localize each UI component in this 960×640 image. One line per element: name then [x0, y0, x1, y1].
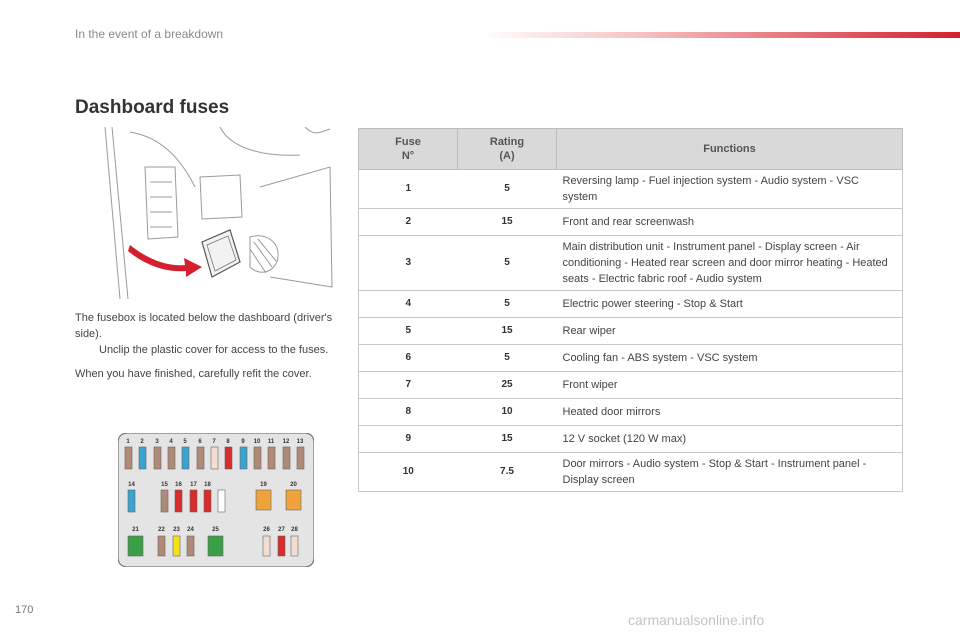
rating-header — [458, 129, 557, 170]
watermark: carmanualsonline.info — [628, 612, 765, 628]
functions-cell: Reversing lamp - Fuel injection system - Audio system - VSC system — [557, 170, 903, 209]
rating-cell: 5 — [458, 345, 557, 372]
fuse-slot — [211, 447, 218, 469]
fuse-number-cell: 1 — [359, 170, 458, 209]
fuse-slot-label: 9 — [241, 439, 245, 445]
table-row — [359, 318, 903, 345]
fuse-header-line2: N° — [401, 150, 415, 162]
bullet-mark — [75, 342, 99, 358]
fuse-slot — [175, 490, 182, 512]
fuse-slot-label: 19 — [260, 482, 267, 488]
fuse-number-cell: 2 — [359, 209, 458, 236]
fuse-slot — [225, 447, 232, 469]
instruction-text: Unclip the plastic cover for access to the fuses. — [99, 344, 329, 356]
fuse-slot — [168, 447, 175, 469]
fuse-slot-label: 28 — [291, 527, 298, 533]
table-row — [359, 209, 903, 236]
fuse-slot-label: 17 — [190, 482, 197, 488]
rating-cell: 7.5 — [458, 453, 557, 492]
refit-text: When you have finished, carefully refit the cover. — [75, 368, 312, 380]
fuse-number-header — [359, 129, 458, 170]
table-row — [359, 453, 903, 492]
table-row — [359, 170, 903, 209]
fuse-slot-label: 1 — [126, 439, 130, 445]
fuse-slot — [286, 490, 301, 510]
section-header: In the event of a breakdown — [75, 27, 224, 41]
fuse-slot-label: 5 — [183, 439, 187, 445]
fuse-number-cell: 5 — [359, 318, 458, 345]
fuse-slot — [283, 447, 290, 469]
fuse-slot — [256, 490, 271, 510]
table-row — [359, 426, 903, 453]
fuse-slot-label: 10 — [253, 439, 261, 445]
location-text: The fusebox is located below the dashboard (driver's side). — [75, 312, 333, 340]
dashboard-illustration — [100, 127, 336, 299]
fuse-slot-label: 8 — [226, 439, 230, 445]
functions-cell: Main distribution unit - Instrument panel - Display screen - Air conditioning - Heated rear screen and door mirror heating - Heated seats - Electric fabric roof - Audio system — [557, 236, 903, 291]
fusebox-diagram — [118, 433, 314, 567]
fuse-slot — [173, 536, 180, 556]
fuse-slot-label: 3 — [155, 439, 159, 445]
page-number: 170 — [15, 604, 34, 616]
fuse-slot — [128, 490, 135, 512]
rating-cell: 25 — [458, 372, 557, 399]
fuse-number-cell: 9 — [359, 426, 458, 453]
fuse-slot-label: 15 — [161, 482, 168, 488]
rating-cell: 15 — [458, 318, 557, 345]
fuse-slot — [291, 536, 298, 556]
fuse-slot — [297, 447, 304, 469]
fuse-slot-label: 26 — [263, 527, 270, 533]
functions-cell: Electric power steering - Stop & Start — [557, 291, 903, 318]
fuse-slot-label: 14 — [128, 482, 135, 488]
fuse-slot-label: 7 — [212, 439, 216, 445]
rating-cell: 5 — [458, 236, 557, 291]
fuse-slot-label: 11 — [267, 439, 275, 445]
fuse-slot — [208, 536, 223, 556]
fuse-slot — [190, 490, 197, 512]
fuse-table-body — [359, 170, 903, 492]
page-title: Dashboard fuses — [75, 97, 230, 118]
header-accent-bar — [480, 32, 960, 38]
fuse-slot — [154, 447, 161, 469]
fuse-slot-label: 24 — [187, 527, 194, 533]
fuse-slot — [204, 490, 211, 512]
fuse-slot-label: 18 — [204, 482, 211, 488]
functions-cell: Rear wiper — [557, 318, 903, 345]
fuse-number-cell: 7 — [359, 372, 458, 399]
functions-cell: Door mirrors - Audio system - Stop & Start - Instrument panel - Display screen — [557, 453, 903, 492]
table-row — [359, 372, 903, 399]
fuse-slot — [187, 536, 194, 556]
functions-cell: Front and rear screenwash — [557, 209, 903, 236]
fuse-slot-label: 13 — [296, 439, 304, 445]
table-row — [359, 399, 903, 426]
intro-text — [75, 310, 333, 382]
fuse-slot-label: 25 — [212, 527, 219, 533]
fuse-slot-label: 21 — [132, 527, 139, 533]
rating-header-line1: Rating — [489, 136, 525, 148]
fuse-slot-label: 12 — [282, 439, 290, 445]
functions-cell: Cooling fan - ABS system - VSC system — [557, 345, 903, 372]
functions-cell: 12 V socket (120 W max) — [557, 426, 903, 453]
functions-cell: Heated door mirrors — [557, 399, 903, 426]
table-row — [359, 236, 903, 291]
rating-cell: 10 — [458, 399, 557, 426]
rating-header-line2: (A) — [499, 150, 515, 162]
table-row — [359, 291, 903, 318]
table-header-row — [359, 129, 903, 170]
fuse-slot-label: 4 — [169, 439, 173, 445]
fuse-slot-label: 23 — [173, 527, 180, 533]
fuse-slot-label: 6 — [198, 439, 202, 445]
fuse-slot — [158, 536, 165, 556]
fuse-table — [358, 128, 903, 492]
table-row — [359, 345, 903, 372]
rating-cell: 15 — [458, 209, 557, 236]
fuse-slot — [240, 447, 247, 469]
fuse-slot — [182, 447, 189, 469]
fuse-slot — [125, 447, 132, 469]
fuse-slot-label: 27 — [278, 527, 285, 533]
rating-cell: 5 — [458, 170, 557, 209]
fuse-slot — [268, 447, 275, 469]
fuse-slot — [139, 447, 146, 469]
fuse-slot-label: 16 — [175, 482, 182, 488]
fuse-number-cell: 8 — [359, 399, 458, 426]
fuse-slot — [197, 447, 204, 469]
instruction-step — [75, 342, 333, 358]
functions-cell: Front wiper — [557, 372, 903, 399]
fuse-number-cell: 4 — [359, 291, 458, 318]
fuse-slot-label: 20 — [290, 482, 297, 488]
fuse-slot — [263, 536, 270, 556]
fuse-slot — [278, 536, 285, 556]
fuse-number-cell: 6 — [359, 345, 458, 372]
rating-cell: 15 — [458, 426, 557, 453]
fuse-number-cell: 3 — [359, 236, 458, 291]
fuse-slot — [254, 447, 261, 469]
fuse-slot — [218, 490, 225, 512]
fuse-number-cell: 10 — [359, 453, 458, 492]
fuse-slot-label: 2 — [140, 439, 144, 445]
fuse-slot — [128, 536, 143, 556]
functions-header: Functions — [557, 129, 903, 170]
fuse-slot-label: 22 — [158, 527, 165, 533]
fuse-slot — [161, 490, 168, 512]
fuse-header-line1: Fuse — [395, 136, 421, 148]
rating-cell: 5 — [458, 291, 557, 318]
